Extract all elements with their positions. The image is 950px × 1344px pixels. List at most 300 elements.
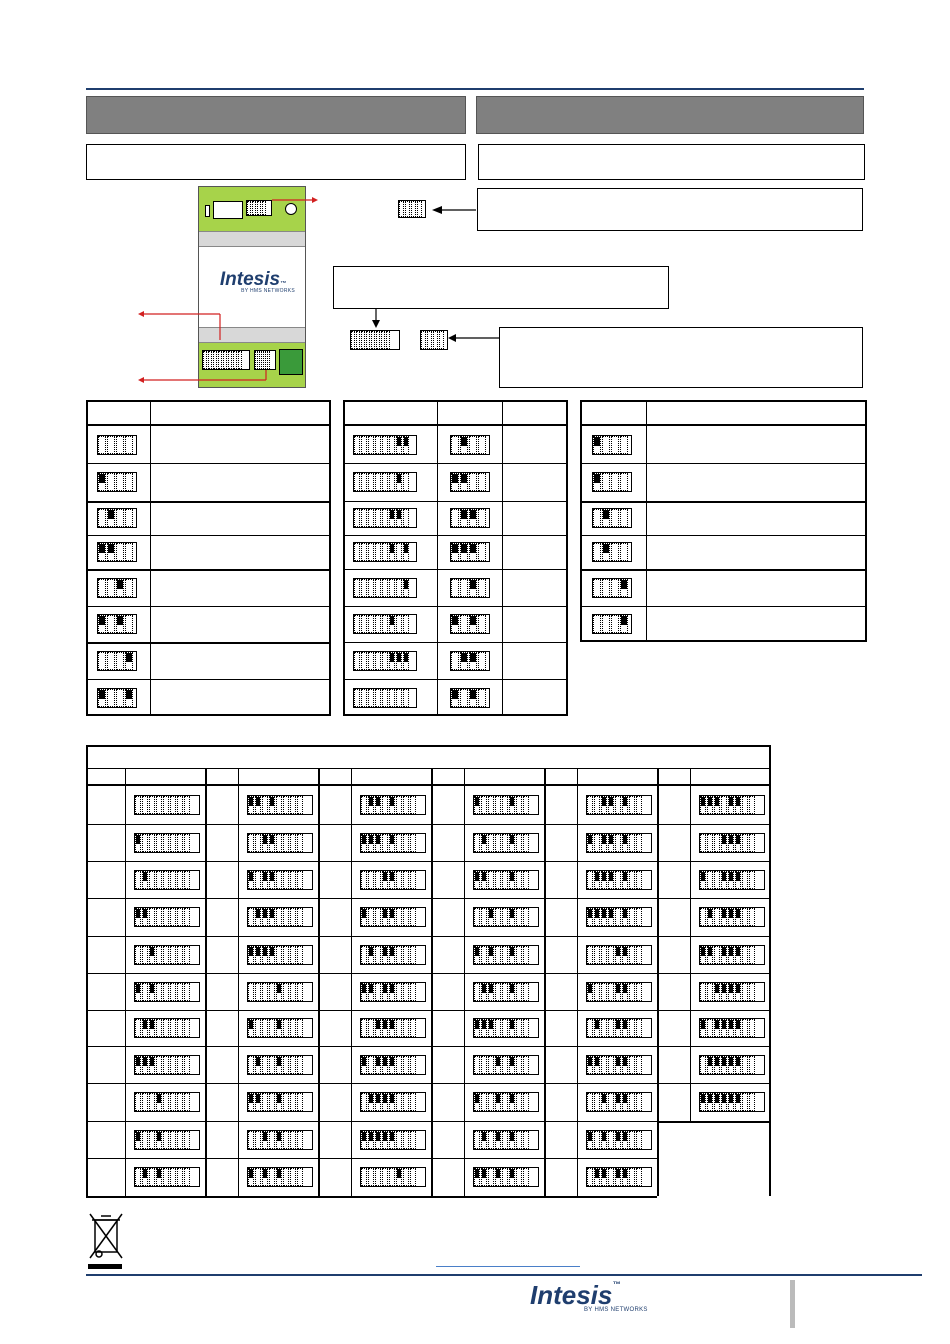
dip-switch[interactable] (587, 1131, 593, 1149)
dip-switch[interactable] (451, 436, 459, 454)
dip-switch[interactable] (714, 1093, 720, 1111)
dip-switch[interactable] (184, 983, 190, 1001)
dip-switch[interactable] (368, 615, 374, 633)
dip-switch[interactable] (269, 946, 275, 964)
dip-switch[interactable] (403, 543, 409, 561)
dip-table-2-switch-4[interactable] (450, 688, 490, 708)
dip-switch[interactable] (410, 946, 416, 964)
dip-switch[interactable] (389, 908, 395, 926)
dip-table-2-switch-4[interactable] (450, 542, 490, 562)
dip-switch[interactable] (636, 908, 642, 926)
dip-switch[interactable] (469, 509, 477, 527)
dip-switch[interactable] (601, 946, 607, 964)
dip-switch[interactable] (98, 579, 106, 597)
dip-switch[interactable] (516, 1131, 522, 1149)
dip-switch[interactable] (474, 834, 480, 852)
dip-switch[interactable] (502, 1019, 508, 1037)
dip-switch[interactable] (156, 983, 162, 1001)
dip-switch[interactable] (354, 509, 360, 527)
dip-switch[interactable] (361, 834, 367, 852)
dip-switch[interactable] (262, 908, 268, 926)
dip-switch[interactable] (735, 946, 741, 964)
dip-switch[interactable] (396, 1168, 402, 1186)
dip-switch[interactable] (396, 796, 402, 814)
dip-switch[interactable] (135, 1131, 141, 1149)
dip-switch[interactable] (594, 1056, 600, 1074)
dip-switch[interactable] (478, 652, 486, 670)
dip-switch[interactable] (283, 908, 289, 926)
dip-switch[interactable] (125, 652, 133, 670)
dip-switch[interactable] (149, 1019, 155, 1037)
dip-switch[interactable] (389, 1093, 395, 1111)
dip-switch[interactable] (601, 871, 607, 889)
dip-switch[interactable] (403, 689, 409, 707)
dip-switch[interactable] (629, 1093, 635, 1111)
dip-switch[interactable] (474, 1056, 480, 1074)
dip-table-3-switch[interactable] (592, 542, 632, 562)
dip-switch[interactable] (481, 1019, 487, 1037)
dip-switch[interactable] (142, 1093, 148, 1111)
address-dip[interactable] (699, 833, 765, 853)
dip-switch[interactable] (502, 946, 508, 964)
dip-switch[interactable] (255, 1131, 261, 1149)
dip-switch[interactable] (594, 983, 600, 1001)
dip-switch[interactable] (389, 1168, 395, 1186)
dip-table-2-switch-8[interactable] (353, 688, 417, 708)
dip-switch[interactable] (149, 796, 155, 814)
dip-switch[interactable] (594, 1168, 600, 1186)
dip-switch[interactable] (361, 1168, 367, 1186)
dip-switch[interactable] (714, 796, 720, 814)
dip-switch[interactable] (601, 1093, 607, 1111)
dip-switch[interactable] (262, 946, 268, 964)
dip-switch[interactable] (396, 1056, 402, 1074)
address-dip[interactable] (360, 1018, 426, 1038)
dip-switch[interactable] (523, 1168, 529, 1186)
dip-switch[interactable] (403, 652, 409, 670)
dip-switch[interactable] (382, 983, 388, 1001)
address-dip[interactable] (473, 1167, 539, 1187)
dip-switch[interactable] (615, 796, 621, 814)
dip-switch[interactable] (608, 834, 614, 852)
dip-switch[interactable] (98, 543, 106, 561)
callout-dip-4b[interactable] (420, 330, 448, 350)
dip-switch[interactable] (354, 543, 360, 561)
dip-switch[interactable] (262, 1168, 268, 1186)
dip-switch[interactable] (410, 871, 416, 889)
dip-switch[interactable] (135, 983, 141, 1001)
dip-switch[interactable] (608, 871, 614, 889)
dip-switch[interactable] (177, 1019, 183, 1037)
dip-switch[interactable] (735, 796, 741, 814)
dip-switch[interactable] (170, 908, 176, 926)
dip-switch[interactable] (587, 946, 593, 964)
dip-switch[interactable] (608, 908, 614, 926)
dip-switch[interactable] (177, 871, 183, 889)
dip-switch[interactable] (611, 509, 619, 527)
dip-switch[interactable] (382, 543, 388, 561)
dip-switch[interactable] (516, 983, 522, 1001)
dip-switch[interactable] (481, 1093, 487, 1111)
dip-switch[interactable] (248, 796, 254, 814)
dip-switch[interactable] (290, 871, 296, 889)
dip-switch[interactable] (611, 436, 619, 454)
dip-switch[interactable] (742, 796, 748, 814)
address-dip[interactable] (586, 1092, 652, 1112)
dip-switch[interactable] (636, 946, 642, 964)
dip-switch[interactable] (410, 1168, 416, 1186)
dip-switch[interactable] (636, 1019, 642, 1037)
dip-switch[interactable] (262, 1056, 268, 1074)
dip-switch[interactable] (361, 871, 367, 889)
dip-switch[interactable] (509, 1168, 515, 1186)
dip-switch[interactable] (149, 908, 155, 926)
dip-switch[interactable] (116, 615, 124, 633)
dip-switch[interactable] (636, 983, 642, 1001)
dip-switch[interactable] (382, 1093, 388, 1111)
dip-switch[interactable] (184, 796, 190, 814)
dip-switch[interactable] (389, 871, 395, 889)
dip-switch[interactable] (502, 1093, 508, 1111)
dip-switch[interactable] (721, 908, 727, 926)
dip-switch[interactable] (495, 1168, 501, 1186)
dip-switch[interactable] (721, 946, 727, 964)
dip-switch[interactable] (707, 1056, 713, 1074)
dip-switch[interactable] (721, 871, 727, 889)
dip-switch[interactable] (382, 1168, 388, 1186)
dip-switch[interactable] (602, 436, 610, 454)
dip-switch[interactable] (163, 946, 169, 964)
dip-table-2-switch-8[interactable] (353, 508, 417, 528)
dip-switch[interactable] (721, 1093, 727, 1111)
dip-switch[interactable] (177, 946, 183, 964)
dip-switch[interactable] (608, 796, 614, 814)
dip-table-3-switch[interactable] (592, 508, 632, 528)
dip-switch[interactable] (184, 1093, 190, 1111)
address-dip[interactable] (473, 982, 539, 1002)
address-dip[interactable] (586, 945, 652, 965)
dip-switch[interactable] (361, 1131, 367, 1149)
dip-switch[interactable] (375, 579, 381, 597)
dip-switch[interactable] (608, 983, 614, 1001)
dip-switch[interactable] (382, 652, 388, 670)
dip-switch[interactable] (368, 473, 374, 491)
dip-switch[interactable] (163, 908, 169, 926)
dip-switch[interactable] (368, 689, 374, 707)
dip-switch[interactable] (516, 1019, 522, 1037)
address-dip[interactable] (360, 870, 426, 890)
dip-switch[interactable] (516, 796, 522, 814)
dip-switch[interactable] (283, 1093, 289, 1111)
dip-switch[interactable] (602, 473, 610, 491)
dip-switch[interactable] (502, 908, 508, 926)
dip-switch[interactable] (116, 689, 124, 707)
dip-switch[interactable] (728, 983, 734, 1001)
dip-switch[interactable] (375, 946, 381, 964)
dip-switch[interactable] (375, 509, 381, 527)
dip-switch[interactable] (389, 436, 395, 454)
dip-switch[interactable] (163, 1056, 169, 1074)
dip-switch[interactable] (516, 1093, 522, 1111)
dip-switch[interactable] (368, 1168, 374, 1186)
dip-switch[interactable] (142, 983, 148, 1001)
dip-switch[interactable] (262, 871, 268, 889)
address-dip[interactable] (247, 1167, 313, 1187)
dip-switch[interactable] (184, 1056, 190, 1074)
dip-switch[interactable] (622, 871, 628, 889)
dip-switch[interactable] (451, 652, 459, 670)
dip-table-2-switch-4[interactable] (450, 472, 490, 492)
dip-switch[interactable] (351, 331, 355, 349)
dip-switch[interactable] (460, 543, 468, 561)
dip-switch[interactable] (381, 331, 385, 349)
dip-switch[interactable] (170, 834, 176, 852)
dip-switch[interactable] (376, 331, 380, 349)
dip-switch[interactable] (125, 579, 133, 597)
dip-switch[interactable] (382, 509, 388, 527)
dip-switch[interactable] (495, 796, 501, 814)
dip-switch[interactable] (107, 543, 115, 561)
dip-switch[interactable] (749, 1093, 755, 1111)
dip-switch[interactable] (142, 1056, 148, 1074)
dip-switch[interactable] (615, 834, 621, 852)
dip-switch[interactable] (142, 1019, 148, 1037)
address-dip[interactable] (699, 982, 765, 1002)
dip-switch[interactable] (361, 473, 367, 491)
dip-switch[interactable] (396, 543, 402, 561)
dip-switch[interactable] (149, 946, 155, 964)
dip-switch[interactable] (375, 1093, 381, 1111)
dip-switch[interactable] (276, 1131, 282, 1149)
dip-switch[interactable] (707, 946, 713, 964)
dip-switch[interactable] (460, 473, 468, 491)
dip-switch[interactable] (375, 834, 381, 852)
address-dip[interactable] (586, 1130, 652, 1150)
dip-switch[interactable] (509, 1019, 515, 1037)
dip-switch[interactable] (107, 509, 115, 527)
dip-switch[interactable] (714, 983, 720, 1001)
address-dip[interactable] (473, 1018, 539, 1038)
dip-switch[interactable] (495, 983, 501, 1001)
address-dip[interactable] (134, 1130, 200, 1150)
dip-switch[interactable] (620, 509, 628, 527)
dip-switch[interactable] (735, 983, 741, 1001)
dip-switch[interactable] (163, 796, 169, 814)
address-dip[interactable] (360, 795, 426, 815)
dip-table-2-switch-4[interactable] (450, 508, 490, 528)
dip-switch[interactable] (142, 871, 148, 889)
dip-switch[interactable] (135, 1056, 141, 1074)
dip-switch[interactable] (371, 331, 375, 349)
dip-switch[interactable] (297, 1093, 303, 1111)
dip-switch[interactable] (290, 983, 296, 1001)
dip-switch[interactable] (587, 1056, 593, 1074)
dip-switch[interactable] (622, 946, 628, 964)
dip-switch[interactable] (707, 834, 713, 852)
dip-switch[interactable] (495, 871, 501, 889)
dip-switch[interactable] (116, 543, 124, 561)
dip-switch[interactable] (396, 689, 402, 707)
dip-switch[interactable] (403, 1056, 409, 1074)
dip-switch[interactable] (602, 543, 610, 561)
dip-switch[interactable] (427, 331, 432, 349)
dip-switch[interactable] (255, 871, 261, 889)
dip-switch[interactable] (283, 1168, 289, 1186)
dip-switch[interactable] (361, 1056, 367, 1074)
dip-switch[interactable] (516, 1168, 522, 1186)
dip-switch[interactable] (403, 1093, 409, 1111)
dip-switch[interactable] (523, 946, 529, 964)
dip-switch[interactable] (728, 908, 734, 926)
dip-switch[interactable] (396, 615, 402, 633)
dip-switch[interactable] (248, 1019, 254, 1037)
dip-switch[interactable] (594, 908, 600, 926)
dip-switch[interactable] (98, 436, 106, 454)
dip-switch[interactable] (629, 1131, 635, 1149)
dip-switch[interactable] (594, 871, 600, 889)
dip-switch[interactable] (170, 983, 176, 1001)
address-dip[interactable] (360, 1167, 426, 1187)
dip-switch[interactable] (488, 834, 494, 852)
dip-switch[interactable] (142, 1131, 148, 1149)
dip-switch[interactable] (488, 1168, 494, 1186)
dip-switch[interactable] (516, 834, 522, 852)
dip-switch[interactable] (255, 946, 261, 964)
dip-switch[interactable] (375, 652, 381, 670)
dip-switch[interactable] (460, 615, 468, 633)
address-dip[interactable] (247, 795, 313, 815)
dip-switch[interactable] (389, 796, 395, 814)
dip-switch[interactable] (502, 796, 508, 814)
dip-switch[interactable] (451, 473, 459, 491)
address-dip[interactable] (699, 1055, 765, 1075)
dip-switch[interactable] (368, 946, 374, 964)
dip-switch[interactable] (107, 615, 115, 633)
dip-switch[interactable] (601, 1131, 607, 1149)
dip-switch[interactable] (735, 1056, 741, 1074)
dip-switch[interactable] (593, 615, 601, 633)
dip-switch[interactable] (276, 1056, 282, 1074)
dip-switch[interactable] (276, 1019, 282, 1037)
dip-switch[interactable] (403, 1168, 409, 1186)
dip-switch[interactable] (368, 509, 374, 527)
dip-switch[interactable] (488, 871, 494, 889)
address-dip[interactable] (473, 870, 539, 890)
dip-switch[interactable] (368, 796, 374, 814)
dip-switch[interactable] (509, 983, 515, 1001)
dip-switch[interactable] (749, 1019, 755, 1037)
dip-switch[interactable] (593, 473, 601, 491)
dip-switch[interactable] (389, 473, 395, 491)
dip-switch[interactable] (439, 331, 444, 349)
dip-switch[interactable] (502, 1056, 508, 1074)
dip-switch[interactable] (107, 652, 115, 670)
dip-switch[interactable] (742, 1019, 748, 1037)
address-dip[interactable] (473, 945, 539, 965)
dip-switch[interactable] (502, 983, 508, 1001)
dip-switch[interactable] (375, 615, 381, 633)
dip-switch[interactable] (177, 908, 183, 926)
dip-switch[interactable] (276, 871, 282, 889)
dip-switch[interactable] (382, 579, 388, 597)
dip-switch[interactable] (523, 834, 529, 852)
dip-switch[interactable] (297, 1131, 303, 1149)
address-dip[interactable] (699, 907, 765, 927)
dip-switch[interactable] (248, 834, 254, 852)
dip-switch[interactable] (636, 871, 642, 889)
dip-switch[interactable] (184, 1168, 190, 1186)
dip-switch[interactable] (396, 509, 402, 527)
dip-switch[interactable] (163, 834, 169, 852)
dip-switch[interactable] (594, 946, 600, 964)
address-dip[interactable] (699, 795, 765, 815)
dip-switch[interactable] (523, 983, 529, 1001)
dip-switch[interactable] (451, 615, 459, 633)
dip-switch[interactable] (389, 1019, 395, 1037)
dip-switch[interactable] (163, 983, 169, 1001)
dip-switch[interactable] (135, 908, 141, 926)
dip-switch[interactable] (361, 908, 367, 926)
dip-switch[interactable] (611, 473, 619, 491)
dip-switch[interactable] (149, 834, 155, 852)
dip-switch[interactable] (361, 331, 365, 349)
dip-switch[interactable] (601, 1019, 607, 1037)
dip-switch[interactable] (170, 796, 176, 814)
dip-switch[interactable] (361, 436, 367, 454)
address-dip[interactable] (247, 945, 313, 965)
dip-switch[interactable] (156, 834, 162, 852)
dip-switch[interactable] (156, 1168, 162, 1186)
dip-switch[interactable] (403, 615, 409, 633)
dip-switch[interactable] (620, 543, 628, 561)
dip-switch[interactable] (460, 689, 468, 707)
dip-switch[interactable] (125, 436, 133, 454)
dip-switch[interactable] (125, 543, 133, 561)
dip-table-2-switch-4[interactable] (450, 614, 490, 634)
dip-switch[interactable] (629, 871, 635, 889)
dip-switch[interactable] (382, 908, 388, 926)
dip-switch[interactable] (375, 436, 381, 454)
dip-switch[interactable] (98, 689, 106, 707)
dip-switch[interactable] (594, 834, 600, 852)
dip-switch[interactable] (156, 871, 162, 889)
dip-switch[interactable] (149, 1168, 155, 1186)
dip-switch[interactable] (375, 1019, 381, 1037)
dip-switch[interactable] (593, 579, 601, 597)
dip-switch[interactable] (495, 834, 501, 852)
dip-switch[interactable] (389, 579, 395, 597)
dip-switch[interactable] (255, 908, 261, 926)
dip-switch[interactable] (396, 436, 402, 454)
dip-switch[interactable] (248, 946, 254, 964)
dip-switch[interactable] (593, 436, 601, 454)
dip-switch[interactable] (262, 1019, 268, 1037)
dip-switch[interactable] (622, 1019, 628, 1037)
dip-switch[interactable] (98, 615, 106, 633)
dip-switch[interactable] (636, 1093, 642, 1111)
dip-switch[interactable] (297, 1019, 303, 1037)
dip-switch[interactable] (495, 1019, 501, 1037)
dip-switch[interactable] (396, 908, 402, 926)
dip-switch[interactable] (509, 1131, 515, 1149)
address-dip[interactable] (586, 1055, 652, 1075)
dip-switch[interactable] (297, 796, 303, 814)
dip-switch[interactable] (587, 1093, 593, 1111)
address-dip[interactable] (473, 1055, 539, 1075)
dip-switch[interactable] (297, 908, 303, 926)
dip-switch[interactable] (290, 946, 296, 964)
dip-switch[interactable] (396, 579, 402, 597)
